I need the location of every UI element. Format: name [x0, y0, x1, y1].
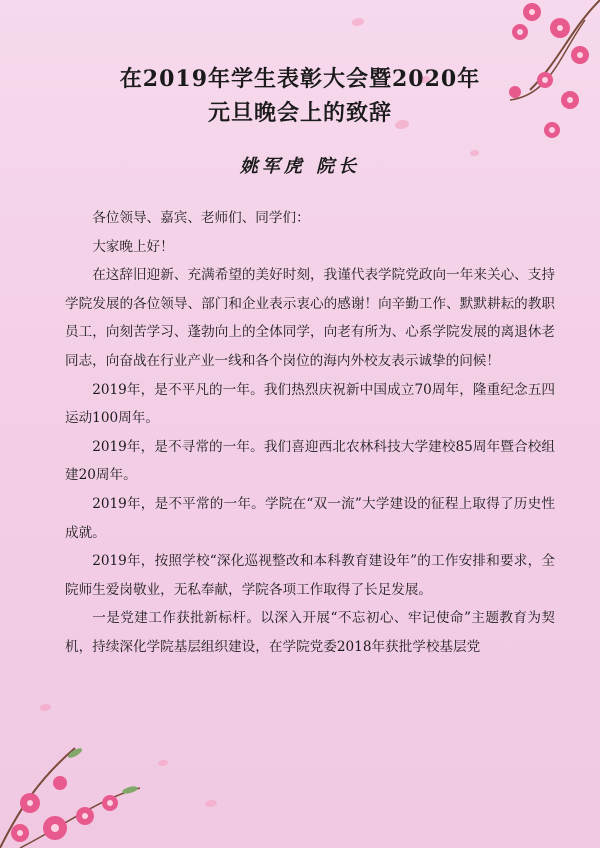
paragraph: 各位领导、嘉宾、老师们、同学们： — [92, 210, 310, 226]
paragraph: 2019年，按照学校“深化巡视整改和本科教育建设年”的工作安排和要求，全院师生爱岗敬业，无私奉献，学院各项工作取得了长足发展。 — [65, 553, 555, 598]
flower-decoration-bottom-left — [0, 688, 150, 848]
paragraph: 一是党建工作获批新标杆。以深入开展“不忘初心、牢记使命”主题教育为契机，持续深化学院基层组织建设，在学院党委2018年获批学校基层党 — [65, 610, 555, 655]
paragraph: 2019年，是不平常的一年。学院在“双一流”大学建设的征程上取得了历史性成就。 — [65, 495, 555, 541]
paragraph: 2019年，是不平凡的一年。我们热烈庆祝新中国成立70周年，隆重纪念五四运动100周年。 — [65, 381, 555, 427]
paragraph: 大家晚上好！ — [92, 238, 174, 255]
petal-decoration — [205, 800, 217, 807]
author-signature: 姚军虎 院长 — [239, 156, 361, 177]
petal-decoration — [352, 18, 364, 26]
petal-decoration — [158, 760, 168, 766]
title-line-2: 元旦晚会上的致辞 — [207, 100, 392, 126]
paragraph: 2019年，是不寻常的一年。我们喜迎西北农林科技大学建校85周年暨合校组建20周年。 — [65, 438, 555, 484]
page-title — [0, 62, 600, 130]
title-line-1: 在2019年学生表彰大会暨2020年 — [119, 66, 481, 92]
paragraph: 在这辞旧迎新、充满希望的美好时刻，我谨代表学院党政向一年来关心、支持学院发展的各位领导、部门和企业表示衷心的感谢！向辛勤工作、默默耕耘的教职员工，向刻苦学习、蓬勃向上的全体同学，向老有所为、心系学院发展的离退休老同志，向奋战在行业产业一线和各个岗位的海内外校友表示诚挚的问候！ — [65, 267, 555, 369]
speech-body — [65, 204, 555, 662]
